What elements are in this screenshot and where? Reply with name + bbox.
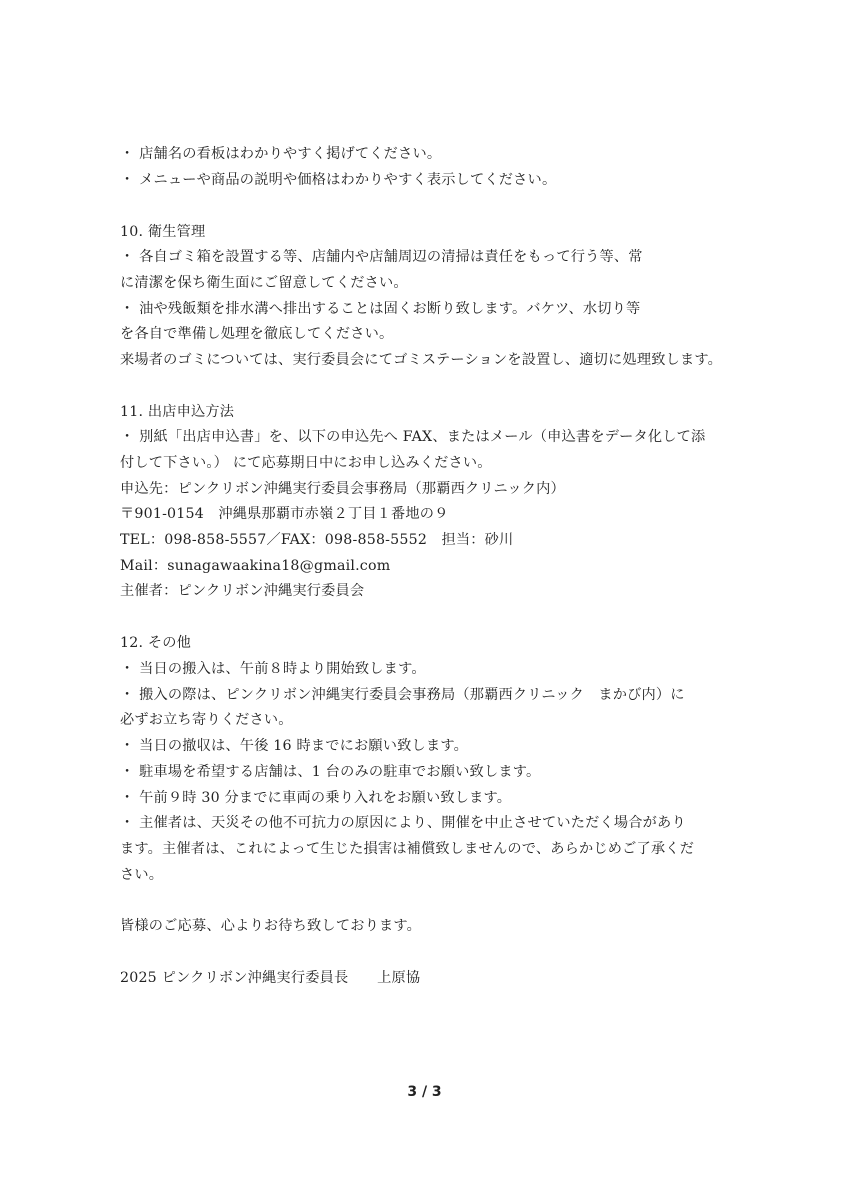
section-line: ・ 油や残飯類を排水溝へ排出することは固くお断り致します。バケツ、水切り等 [120, 301, 641, 317]
section-line: 付して下さい。） にて応募期日中にお申し込みください。 [120, 455, 492, 471]
section-line: ・ 駐車場を希望する店舗は、1 台のみの駐車でお願い致します。 [120, 764, 541, 780]
section-line: 必ずお立ち寄りください。 [120, 712, 293, 728]
section-line: ・ 別紙「出店申込書」を、以下の申込先へ FAX、またはメール（申込書をデータ化して添 [120, 429, 706, 445]
section-line: ・ 搬入の際は、ピンクリボン沖縄実行委員会事務局（那覇西クリニック まかび内）に [120, 687, 685, 703]
section-line: を各自で準備し処理を徹底してください。 [120, 326, 394, 342]
signature: 2025 ピンクリボン沖縄実行委員長 上原協 [120, 970, 421, 986]
section-line: さい。 [120, 867, 164, 883]
bullet-line: ・ メニューや商品の説明や価格はわかりやすく表示してください。 [120, 172, 557, 188]
section-heading: 11. 出店申込方法 [120, 404, 235, 420]
section-line: 申込先：ピンクリボン沖縄実行委員会事務局（那覇西クリニック内） [120, 481, 565, 497]
address-line: 〒901-0154 沖縄県那覇市赤嶺２丁目１番地の９ [120, 506, 449, 522]
section-line: 来場者のゴミについては、実行委員会にてゴミステーションを設置し、適切に処理致します。 [120, 352, 723, 368]
closing-text: 皆様のご応募、心よりお待ち致しております。 [120, 918, 422, 934]
section-line: ・ 主催者は、天災その他不可抗力の原因により、開催を中止させていただく場合があり [120, 815, 686, 831]
section-line: ます。主催者は、これによって生じた損害は補償致しませんので、あらかじめご了承くだ [120, 841, 695, 857]
section-line: ・ 各自ゴミ箱を設置する等、店舗内や店舗周辺の清掃は責任をもって行う等、常 [120, 249, 643, 265]
section-line: ・ 当日の撤収は、午後 16 時までにお願い致します。 [120, 738, 468, 754]
section-line: に清潔を保ち衛生面にご留意してください。 [120, 275, 408, 291]
page-number: 3 / 3 [407, 1084, 442, 1100]
contact-mail-line: Mail：sunagawaakina18@gmail.com [120, 558, 391, 574]
section-heading: 12. その他 [120, 635, 192, 651]
section-heading: 10. 衛生管理 [120, 224, 206, 240]
bullet-line: ・ 店舗名の看板はわかりやすく掲げてください。 [120, 146, 442, 162]
section-line: ・ 当日の搬入は、午前８時より開始致します。 [120, 661, 426, 677]
section-line: ・ 午前９時 30 分までに車両の乗り入れをお願い致します。 [120, 790, 512, 806]
contact-phone-line: TEL：098-858-5557／FAX：098-858-5552 担当：砂川 [120, 532, 514, 548]
section-line: 主催者：ピンクリボン沖縄実行委員会 [120, 583, 365, 599]
